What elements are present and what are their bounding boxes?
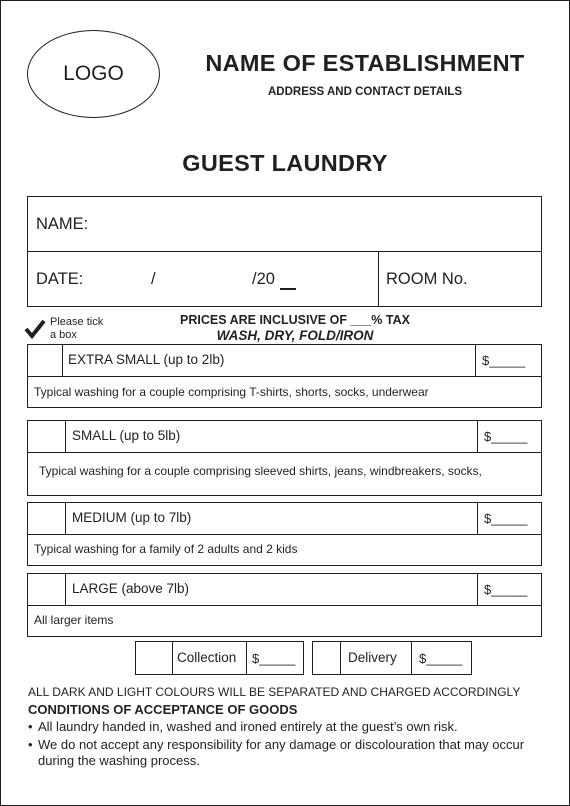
service-description: Typical washing for a couple comprising sleeved shirts, jeans, windbreakers, socks, <box>39 464 482 478</box>
service-description: Typical washing for a couple comprising T-shirts, shorts, socks, underwear <box>34 385 429 399</box>
service-row-large <box>27 573 542 606</box>
service-row-small <box>27 420 542 453</box>
tick-box-small[interactable] <box>28 421 65 452</box>
date-label: DATE: <box>36 270 84 288</box>
collection-price[interactable]: $_____ <box>252 651 296 666</box>
service-description-box <box>27 605 542 637</box>
conditions-list <box>28 719 533 769</box>
divider <box>477 503 478 534</box>
delivery-label: Delivery <box>348 650 397 665</box>
service-price[interactable]: $_____ <box>484 511 528 526</box>
bullet-icon: • <box>28 719 33 734</box>
service-name: MEDIUM (up to 7lb) <box>72 510 192 525</box>
tick-box-collection[interactable] <box>136 642 172 674</box>
tick-box-large[interactable] <box>28 574 65 605</box>
name-label: NAME: <box>36 215 89 233</box>
service-name: EXTRA SMALL (up to 2lb) <box>68 352 225 367</box>
tick-box-medium[interactable] <box>28 503 65 534</box>
tick-note-line-1: Please tick <box>50 316 104 328</box>
service-description-box <box>27 376 542 408</box>
delivery-row <box>312 641 472 675</box>
tick-box-delivery[interactable] <box>313 642 340 674</box>
date-separator-2: /20 <box>252 270 275 288</box>
divider <box>378 252 379 306</box>
tick-box-extra-small[interactable] <box>28 345 62 376</box>
condition-text: All laundry handed in, washed and ironed entirely at the guest’s own risk. <box>38 719 458 734</box>
divider <box>477 421 478 452</box>
service-description-box <box>27 534 542 566</box>
tick-note-line-2: a box <box>50 329 77 341</box>
tick-instruction <box>50 316 130 342</box>
establishment-name: NAME OF ESTABLISHMENT <box>205 50 525 76</box>
condition-text: We do not accept any responsibility for any damage or discolouration that may occur during the washing process. <box>38 737 525 768</box>
logo-text: LOGO <box>63 62 124 85</box>
service-description: All larger items <box>34 613 114 627</box>
name-field[interactable] <box>27 196 542 252</box>
service-price[interactable]: $_____ <box>484 582 528 597</box>
tax-note: PRICES ARE INCLUSIVE OF ___% TAX <box>180 313 410 327</box>
service-description-box <box>27 452 542 496</box>
address-details: ADDRESS AND CONTACT DETAILS <box>267 86 462 98</box>
collection-row <box>135 641 304 675</box>
service-description: Typical washing for a family of 2 adults and 2 kids <box>34 542 298 556</box>
conditions-heading: CONDITIONS OF ACCEPTANCE OF GOODS <box>28 702 298 717</box>
logo <box>27 30 160 118</box>
service-name: LARGE (above 7lb) <box>72 581 190 596</box>
service-row-extra-small <box>27 344 542 377</box>
collection-label: Collection <box>177 650 237 665</box>
divider <box>65 421 66 452</box>
service-price[interactable]: $_____ <box>484 429 528 444</box>
service-price[interactable]: $_____ <box>482 353 526 368</box>
condition-item <box>28 737 533 769</box>
form-title: GUEST LAUNDRY <box>182 150 388 176</box>
delivery-price[interactable]: $_____ <box>419 651 463 666</box>
bullet-icon: • <box>28 737 33 752</box>
room-label: ROOM No. <box>386 270 468 288</box>
date-field[interactable] <box>88 252 378 306</box>
divider <box>65 574 66 605</box>
divider <box>65 503 66 534</box>
service-note: WASH, DRY, FOLD/IRON <box>216 328 374 343</box>
divider <box>246 642 247 674</box>
year-blank <box>280 288 296 290</box>
condition-item <box>28 719 533 735</box>
divider <box>62 345 63 376</box>
divider <box>475 345 476 376</box>
divider <box>411 642 412 674</box>
divider <box>172 642 173 674</box>
checkmark-icon <box>24 318 46 340</box>
date-separator-1: / <box>151 270 156 288</box>
date-room-row <box>27 251 542 307</box>
colour-notice: ALL DARK AND LIGHT COLOURS WILL BE SEPARATED AND CHARGED ACCORDINGLY <box>28 685 521 699</box>
service-name: SMALL (up to 5lb) <box>72 428 181 443</box>
divider <box>340 642 341 674</box>
divider <box>477 574 478 605</box>
room-field[interactable] <box>468 252 541 306</box>
service-row-medium <box>27 502 542 535</box>
